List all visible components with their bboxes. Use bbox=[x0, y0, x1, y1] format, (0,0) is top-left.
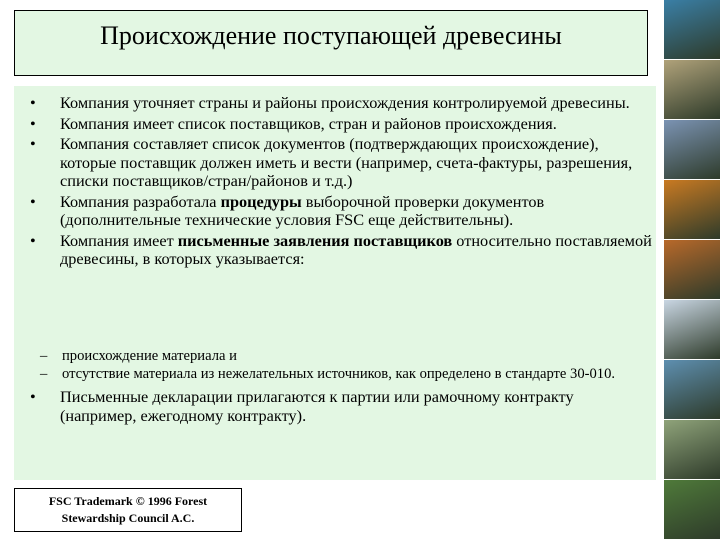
sub-bullet-item bbox=[28, 348, 652, 365]
bullet-item bbox=[28, 115, 652, 134]
sub-bullet-text: происхождение материала и bbox=[62, 348, 237, 364]
lake-valley-photo bbox=[664, 360, 720, 420]
mountain-landscape-photo bbox=[664, 120, 720, 180]
trademark-line-2: Stewardship Council A.C. bbox=[61, 511, 195, 525]
snowy-tree-photo bbox=[664, 300, 720, 360]
bullet-text: Письменные декларации прилагаются к партии или рамочному контракту (например, ежегодному контракту). bbox=[60, 387, 574, 425]
title-box bbox=[14, 10, 648, 76]
bullet-text-bold: процедуры bbox=[220, 191, 302, 211]
bullet-list bbox=[28, 94, 652, 271]
sunset-grass-photo bbox=[664, 180, 720, 240]
bullet-marker: • bbox=[30, 230, 36, 250]
sub-bullet-marker: – bbox=[40, 365, 48, 382]
lower-content bbox=[28, 344, 652, 427]
stork-photo bbox=[664, 420, 720, 480]
bullet-item bbox=[28, 232, 652, 269]
bullet-item bbox=[28, 135, 652, 191]
bullet-text: Компания имеет список поставщиков, стран и районов происхождения. bbox=[60, 113, 557, 133]
photo-strip bbox=[664, 0, 720, 540]
slide-title: Происхождение поступающей древесины bbox=[100, 21, 562, 50]
bullet-marker: • bbox=[30, 93, 36, 112]
bullet-marker: • bbox=[30, 387, 36, 406]
sub-bullet-marker: – bbox=[40, 348, 48, 364]
sunburst-sky-photo bbox=[664, 0, 720, 60]
tiger-photo bbox=[664, 240, 720, 300]
sub-bullet-text: отсутствие материала из нежелательных источников, как определено в стандарте 30-010. bbox=[62, 365, 616, 382]
bullet-marker: • bbox=[30, 134, 36, 153]
sub-bullet-item bbox=[28, 366, 652, 383]
bullet-text-post: относительно поставляемой древесины, в которых указывается: bbox=[60, 230, 652, 268]
bullet-marker: • bbox=[30, 113, 36, 133]
sub-bullet-list bbox=[28, 348, 652, 382]
bullet-item bbox=[28, 388, 652, 425]
bullet-text-bold: письменные заявления поставщиков bbox=[177, 230, 453, 250]
content-box bbox=[14, 86, 656, 480]
bullet-text-post: выборочной проверки документов (дополнительные технические условия FSC еще действительны). bbox=[60, 191, 545, 229]
trademark-box bbox=[14, 488, 242, 532]
wild-horse-photo bbox=[664, 60, 720, 120]
bullet-item bbox=[28, 193, 652, 230]
green-foliage-photo bbox=[664, 480, 720, 540]
trademark-line-1: FSC Trademark © 1996 Forest bbox=[48, 494, 208, 508]
bullet-list-tail bbox=[28, 388, 652, 425]
bullet-text: Компания уточняет страны и районы происхождения контролируемой древесины. bbox=[60, 93, 630, 112]
bullet-marker: • bbox=[30, 191, 36, 211]
bullet-text-pre: Компания имеет bbox=[60, 230, 178, 250]
bullet-item bbox=[28, 94, 652, 113]
bullet-text-pre: Компания разработала bbox=[60, 191, 221, 211]
bullet-text: Компания составляет список документов (подтверждающих происхождение), которые поставщик должен иметь и вести (например, счета-фактуры, разрешения, списки поставщиков/стран/районов и т.д.) bbox=[60, 134, 633, 190]
